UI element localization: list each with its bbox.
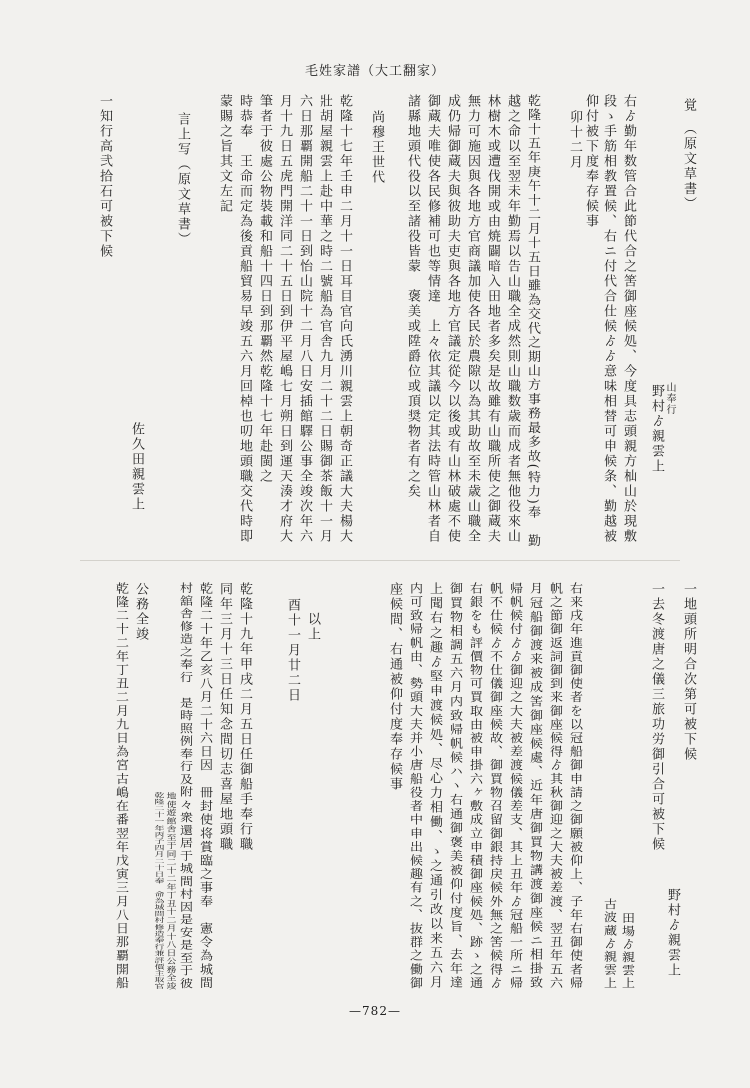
lower-text-column: 同年三月十三日任知念間切志喜屋地頭職 (217, 582, 232, 852)
upper-text-column: 右ゟ勤年数管合此節代合之筈御座候処、今度具志頭親方杣山於現敷 (621, 94, 636, 544)
page-number: —782— (349, 1004, 401, 1018)
lower-text-column: 乾隆十九年甲戌二月五日任御船手奉行職 (237, 582, 252, 852)
upper-text-column: 卯十二月 (567, 110, 582, 170)
lower-text-column: 上聞右之趣ゟ堅申渡候処、尽心力相働、ゝ之通引改以来五六月 (427, 582, 442, 990)
lower-text-column: 御買物相調五六月内致帰帆候ハヽ右通御褒美被仰付度旨、去年達 (447, 582, 462, 991)
lower-text-column: 古波蔵ゟ親雲上 (601, 898, 616, 990)
lower-text-column: 村舘舎修造之奉行 是時照例奉行及附々衆還居于城間村因是安是至于彼 (177, 582, 192, 990)
upper-text-column: 言上写（原文草書） (175, 112, 190, 247)
upper-text-column: 越之命以至翌未年勤焉以告山職全成然則山職数歳而成者無他役來山 (505, 94, 520, 544)
upper-text-column: 御蔵夫唯使各民修補可也等情達 上々依其議以定其法時管山林者自 (425, 94, 440, 544)
lower-text-column: 一地頭所明合次第可被下候 (681, 582, 696, 762)
upper-text-column: 佐久田親雲上 (129, 422, 144, 512)
upper-text-column: 野村ゟ親雲上 (649, 384, 664, 474)
upper-text-column: 壯胡屋親雲上赴中華之時二號船為官舎九月二十二日賜御茶飯十一月 (317, 94, 332, 544)
lower-text-column: 公務全竣 (133, 582, 148, 642)
section-divider (80, 560, 680, 561)
upper-text-column: 林樹木或遭伐開或由焼闢暗入田地者多矣是故雖有山職所使之御蔵夫 (485, 94, 500, 544)
lower-text-column: 内可致帰帆由、勢頭大夫并小唐船役者中申出候趣有之、抜群之働御 (407, 582, 422, 991)
lower-text-column: 田場ゟ親雲上 (619, 912, 634, 991)
upper-text-column: 月十九日五虎門開洋同二十五日到伊平屋嶋七月朔日到運天湊才府大 (277, 94, 292, 544)
lower-text-column: 乾隆二十二年丁丑二月九日為宮古嶋在番翌年戊寅三月八日那覇開船 (113, 582, 128, 991)
lower-text-column: 野村ゟ親雲上 (665, 888, 680, 978)
lower-text-column: 乾隆二十年乙亥八月二十六日因 冊封使将賞臨之事奉 憲令為城間 (197, 582, 212, 991)
upper-text-column: 筆者于彼處公物裝載和船十四日到那覇然乾隆十七年赴閩之 (257, 94, 272, 484)
upper-text-column: 乾隆十七年壬申二月十一日耳目官向氏湧川親雲上朝奇正議大夫楊大 (337, 94, 352, 544)
lower-text-column: 帆之節御返詞御到来御座候得ゟ其秋御迎之大夫被差渡、翌丑年五六 (547, 582, 562, 991)
upper-text-column: 仰付被下度奉存候事 (583, 94, 598, 229)
upper-text-column: 成仍帰御蔵夫與彼助夫吏與各地方官議定從今以後或有山林破處不使 (445, 94, 460, 544)
upper-text-column: 段ゝ手筋相教置候、右ニ付代合仕候ゟゟ意味相替可申候条、勤越被 (601, 94, 616, 544)
lower-text-column: 月冠船御渡来被成筈御座候處、近年唐御買物講渡御座候ニ相掛致 (527, 582, 542, 991)
lower-text-column: 帰帆候付ゟゟ御迎之大夫被差渡候儀差支、其上丑年ゟ冠船一所ニ帰 (507, 582, 522, 991)
upper-text-column: 時恭奉 王命而定為後貢船貿易早竣五六月回棹也叨地頭職交代時即 (237, 94, 252, 544)
page-header: 毛姓家譜（大工翻家） (304, 64, 445, 79)
upper-text-column: 乾隆十五年庚午十二月十五日雖為交代之期山方事務最多故(特力)奉 勤 (525, 94, 540, 549)
upper-text-column: 一知行高弐拾石可被下候 (97, 94, 112, 259)
upper-text-column: 蒙賜之旨其文左記 (217, 94, 232, 214)
upper-text-column: 尚穆王世代 (369, 110, 384, 185)
lower-text-column: 一去冬渡唐之儀三旅功労御引合可被下候 (649, 582, 664, 852)
upper-text-column: 無力可施因與各地方官商議加使各民於農隙以為其助故至未歳山職全 (465, 94, 480, 544)
lower-text-column: 右来戌年進貢御使者を以冠船御申請之御願被仰上、子年右御使者帰 (567, 582, 582, 991)
upper-text-column: 山奉行 (664, 382, 675, 415)
upper-text-column: 六日那覇開船二十一日到怡山院十二月八日安插館驛公事全竣次年六 (297, 94, 312, 544)
lower-text-column: 帆不仕候ゟ不仕儀御座候故、御買物召留御銀持戻候外無之筈候得ゟ (487, 582, 502, 991)
lower-text-column: 座候間、右通被仰付度奉存候事 (387, 582, 402, 792)
lower-text-column: 酉十一月廿二日 (285, 598, 300, 703)
lower-text-column: 右銀をも評價物可買取由被申掛六ヶ敷成立申積御座候処、跡ゝ之通 (467, 582, 482, 991)
upper-text-column: 覚 （原文草書） (681, 98, 696, 212)
lower-text-column: 地使遊館舎至于同二十二年丁丑十二月十八日公務全竣 (164, 792, 175, 990)
lower-text-column: 乾隆二十一年丙子四月二十日奉 命為城間村修造奉行兼評價主取官 (152, 792, 163, 990)
upper-text-column: 諸縣地頭代役以至諸役皆蒙 褒美或陞爵位或頂奨物者有之矣 (405, 94, 420, 499)
lower-text-column: 以上 (305, 612, 320, 642)
